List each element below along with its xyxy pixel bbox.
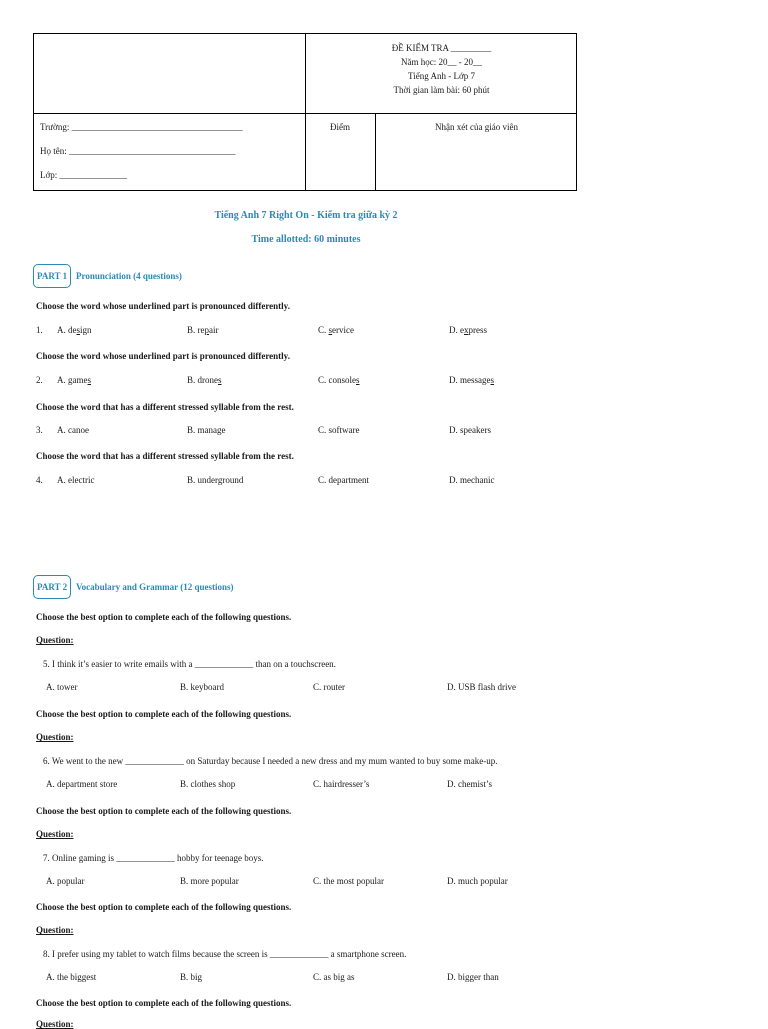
underlined-part: s xyxy=(328,325,333,335)
part2-title: Vocabulary and Grammar (12 questions) xyxy=(76,582,234,592)
answer-option[interactable] xyxy=(449,325,487,335)
answer-option[interactable] xyxy=(57,375,91,385)
option-text: air xyxy=(209,325,219,335)
option-text: B. drone xyxy=(187,375,218,385)
answer-option[interactable]: A. the biggest xyxy=(46,972,97,982)
answer-option[interactable] xyxy=(57,425,89,435)
subject: Tiếng Anh - Lớp 7 xyxy=(408,71,475,81)
answer-option[interactable]: B. more popular xyxy=(180,876,239,886)
part1-tag: PART 1 xyxy=(33,264,71,288)
underlined-part: s xyxy=(356,375,360,385)
answer-option[interactable]: D. much popular xyxy=(447,876,508,886)
answer-option[interactable]: A. tower xyxy=(46,682,78,692)
answer-option[interactable]: D. USB flash drive xyxy=(447,682,516,692)
option-text: C. console xyxy=(318,375,356,385)
answer-option[interactable]: C. router xyxy=(313,682,345,692)
question-text: 8. I prefer using my tablet to watch films because the screen is _____________ a smartphone screen. xyxy=(43,949,407,959)
exam-title: ĐỀ KIỂM TRA _________ xyxy=(391,43,492,53)
underlined-part: p xyxy=(204,325,209,335)
option-text: ervice xyxy=(332,325,355,335)
answer-option[interactable] xyxy=(187,425,226,435)
question-label: Question: xyxy=(36,1019,74,1029)
underlined-part: s xyxy=(87,375,92,385)
instruction: Choose the word whose underlined part is pronounced differently. xyxy=(36,351,290,361)
answer-option[interactable]: C. the most popular xyxy=(313,876,384,886)
option-text: ign xyxy=(80,325,92,335)
option-text: D. message xyxy=(449,375,491,385)
answer-option[interactable]: D. bigger than xyxy=(447,972,499,982)
instruction: Choose the word that has a different stressed syllable from the rest. xyxy=(36,451,294,461)
underlined-part: x xyxy=(464,325,469,335)
question-number: 3. xyxy=(36,425,43,435)
instruction: Choose the best option to complete each of the following questions. xyxy=(36,902,292,912)
question-text: 6. We went to the new _____________ on Saturday because I needed a new dress and my mum wanted to buy some make-up. xyxy=(43,756,498,766)
page-title: Tiếng Anh 7 Right On - Kiểm tra giữa kỳ 2 xyxy=(214,210,398,221)
underlined-part: s xyxy=(490,375,495,385)
answer-option[interactable] xyxy=(449,425,491,435)
question-number: 1. xyxy=(36,325,43,335)
option-text: A. canoe xyxy=(57,425,89,435)
answer-option[interactable] xyxy=(187,475,243,485)
question-text: 7. Online gaming is _____________ hobby for teenage boys. xyxy=(43,853,264,863)
answer-option[interactable] xyxy=(318,475,369,485)
instruction: Choose the best option to complete each of the following questions. xyxy=(36,806,292,816)
table-divider xyxy=(33,113,577,114)
option-text: C. software xyxy=(318,425,360,435)
option-text: A. game xyxy=(57,375,88,385)
time-limit: Thời gian làm bài: 60 phút xyxy=(393,85,490,95)
instruction: Choose the word that has a different stressed syllable from the rest. xyxy=(36,402,294,412)
answer-option[interactable] xyxy=(187,375,222,385)
option-text: B. underground xyxy=(187,475,244,485)
score-label: Điểm xyxy=(330,122,350,132)
option-text: C. xyxy=(318,325,329,335)
instruction: Choose the best option to complete each of the following questions. xyxy=(36,998,292,1008)
part2-tag: PART 2 xyxy=(33,575,71,599)
answer-option[interactable] xyxy=(318,325,354,335)
answer-option[interactable] xyxy=(318,425,360,435)
question-label: Question: xyxy=(36,925,74,935)
option-text: A. electric xyxy=(57,475,95,485)
question-label: Question: xyxy=(36,732,74,742)
underlined-part: s xyxy=(76,325,81,335)
option-text: A. de xyxy=(57,325,77,335)
answer-option[interactable] xyxy=(449,475,494,485)
time-allotted: Time allotted: 60 minutes xyxy=(251,234,361,245)
answer-option[interactable]: B. clothes shop xyxy=(180,779,236,789)
option-text: C. department xyxy=(318,475,369,485)
name-field: Họ tên: _____________________________________ xyxy=(40,146,236,156)
question-label: Question: xyxy=(36,635,74,645)
answer-option[interactable] xyxy=(449,375,494,385)
answer-option[interactable]: C. as big as xyxy=(313,972,355,982)
part1-title: Pronunciation (4 questions) xyxy=(76,271,182,281)
instruction: Choose the best option to complete each of the following questions. xyxy=(36,612,292,622)
option-text: D. e xyxy=(449,325,464,335)
answer-option[interactable]: B. keyboard xyxy=(180,682,224,692)
comment-label: Nhận xét của giáo viên xyxy=(435,122,518,132)
school-year: Năm học: 20__ - 20__ xyxy=(401,57,482,67)
instruction: Choose the word whose underlined part is pronounced differently. xyxy=(36,301,290,311)
answer-option[interactable]: A. popular xyxy=(46,876,85,886)
answer-option[interactable]: B. big xyxy=(180,972,203,982)
underlined-part: s xyxy=(218,375,222,385)
question-number: 2. xyxy=(36,375,43,385)
option-text: D. speakers xyxy=(449,425,491,435)
answer-option[interactable]: A. department store xyxy=(46,779,118,789)
answer-option[interactable] xyxy=(57,475,94,485)
question-number: 4. xyxy=(36,475,43,485)
school-field: Trường: ______________________________________ xyxy=(40,122,243,132)
answer-option[interactable]: C. hairdresser’s xyxy=(313,779,370,789)
option-text: D. mechanic xyxy=(449,475,495,485)
answer-option[interactable] xyxy=(318,375,360,385)
answer-option[interactable]: D. chemist’s xyxy=(447,779,492,789)
question-text: 5. I think it’s easier to write emails with a _____________ than on a touchscreen. xyxy=(43,659,336,669)
answer-option[interactable] xyxy=(187,325,219,335)
class-field: Lớp: _______________ xyxy=(40,170,128,180)
instruction: Choose the best option to complete each of the following questions. xyxy=(36,709,292,719)
option-text: B. manage xyxy=(187,425,226,435)
question-label: Question: xyxy=(36,829,74,839)
exam-info xyxy=(306,41,577,97)
option-text: B. re xyxy=(187,325,205,335)
option-text: press xyxy=(468,325,487,335)
answer-option[interactable] xyxy=(57,325,92,335)
